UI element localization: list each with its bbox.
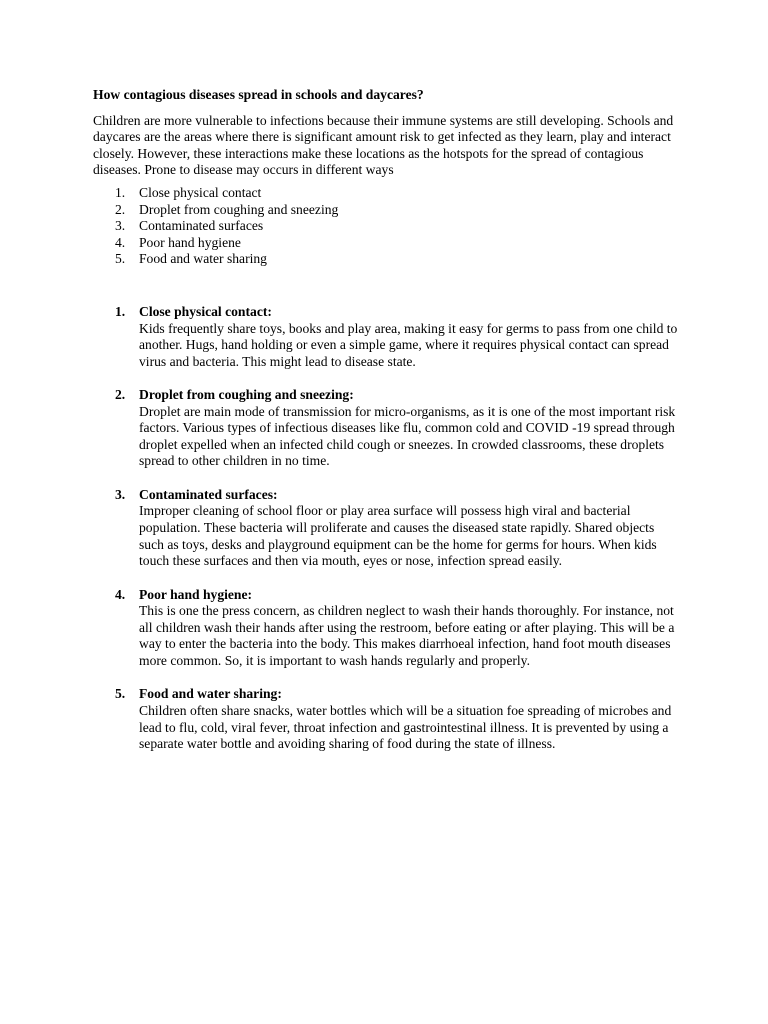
intro-paragraph: Children are more vulnerable to infections because their immune systems are still developing. Schools and daycares are the areas where there is significant amount risk to get infected as they learn, play and interact closely. However, these interactions make these locations as the hotspots for the spread of contagious diseases. Prone to disease may occurs in different ways [93, 112, 674, 178]
detail-body: Improper cleaning of school floor or play area surface will possess high viral and bacterial population. These bacteria will proliferate and causes the diseased state rapidly. Shared objects such as toys, desks and playground equipment can be the home for germs for hours. When kids touch these surfaces and then via mouth, eyes or nose, infection spread easily. [139, 503, 657, 569]
list-item [93, 202, 678, 219]
document-page [93, 87, 678, 770]
list-item-text: Poor hand hygiene [139, 234, 241, 250]
document-title: How contagious diseases spread in schools and daycares? [93, 87, 424, 102]
detail-body: This is one the press concern, as children neglect to wash their hands thoroughly. For instance, not all children wash their hands after using the restroom, before eating or after playing. This will be a way to enter the bacteria into the body. This makes diarrhoeal infection, hand foot mouth diseases more common. So, it is important to wash hands regularly and properly. [139, 603, 675, 669]
detail-section-surfaces [93, 487, 678, 570]
detail-heading: Food and water sharing: [139, 686, 282, 702]
list-number: 5. [115, 251, 126, 267]
list-item [93, 251, 678, 268]
summary-list [93, 185, 678, 268]
detail-heading: Close physical contact: [139, 303, 272, 319]
detail-number: 3. [115, 486, 126, 502]
list-number: 1. [115, 184, 126, 200]
list-number: 2. [115, 201, 126, 217]
detail-heading: Contaminated surfaces: [139, 486, 278, 502]
detail-body: Droplet are main mode of transmission for micro-organisms, as it is one of the most important risk factors. Various types of infectious diseases like flu, common cold and COVID -19 spread through droplet expelled when an infected child cough or sneezes. In crowded classrooms, these droplets spread to other children in no time. [139, 403, 676, 469]
detail-section-close-contact [93, 304, 678, 370]
detail-number: 2. [115, 387, 126, 403]
detail-body: Kids frequently share toys, books and play area, making it easy for germs to pass from one child to another. Hugs, hand holding or even a simple game, where it requires physical contact can spread virus and bacteria. This might lead to disease state. [139, 320, 678, 369]
list-item-text: Close physical contact [139, 184, 262, 200]
detail-body: Children often share snacks, water bottles which will be a situation foe spreading of microbes and lead to flu, cold, viral fever, throat infection and gastrointestinal illness. It is prevented by using a separate water bottle and avoiding sharing of food during the state of illness. [139, 703, 672, 752]
list-item-text: Food and water sharing [139, 251, 267, 267]
list-number: 3. [115, 218, 126, 234]
detail-list [93, 304, 678, 753]
detail-heading: Poor hand hygiene: [139, 586, 253, 602]
list-item [93, 218, 678, 235]
list-item [93, 185, 678, 202]
detail-section-droplet [93, 387, 678, 470]
list-item-text: Contaminated surfaces [139, 218, 264, 234]
detail-number: 1. [115, 303, 126, 319]
detail-section-food-water [93, 686, 678, 752]
detail-number: 5. [115, 686, 126, 702]
detail-heading: Droplet from coughing and sneezing: [139, 387, 354, 403]
detail-number: 4. [115, 586, 126, 602]
detail-section-hand-hygiene [93, 587, 678, 670]
list-number: 4. [115, 234, 126, 250]
list-item-text: Droplet from coughing and sneezing [139, 201, 339, 217]
list-item [93, 235, 678, 252]
